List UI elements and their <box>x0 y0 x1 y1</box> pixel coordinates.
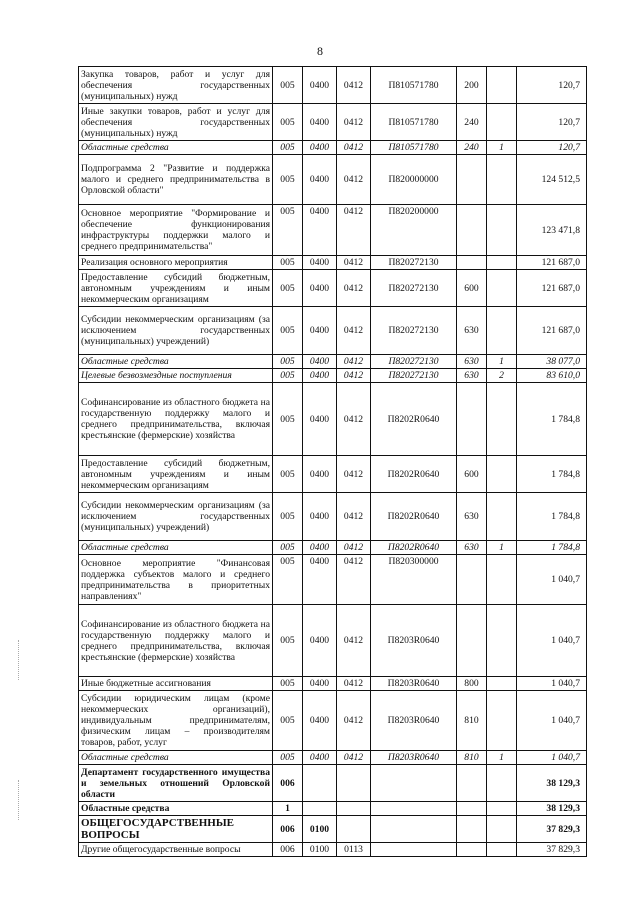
target-article: П820272130 <box>371 355 457 369</box>
target-article: П820272130 <box>371 256 457 270</box>
target-article: П8203R0640 <box>371 605 457 677</box>
row-sum: 121 687,0 <box>517 307 587 355</box>
section-code: 0400 <box>303 456 337 493</box>
section-code: 0400 <box>303 270 337 307</box>
ministry-code: 005 <box>273 104 303 141</box>
table-row <box>79 270 587 307</box>
funding-source <box>487 802 517 816</box>
section-code: 0400 <box>303 355 337 369</box>
subsection-code: 0412 <box>337 256 371 270</box>
row-sum: 124 512,5 <box>517 155 587 205</box>
row-name: Основное мероприятие "Формирование и обеспечение функционирования инфраструктуры поддержки малого и среднего предпринимательства" <box>79 205 273 256</box>
subsection-code: 0412 <box>337 383 371 456</box>
row-name: Иные бюджетные ассигнования <box>79 677 273 691</box>
subsection-code: 0412 <box>337 307 371 355</box>
target-article: П820272130 <box>371 270 457 307</box>
expense-type: 630 <box>457 493 487 541</box>
section-code: 0400 <box>303 256 337 270</box>
row-sum: 121 687,0 <box>517 270 587 307</box>
target-article: П8202R0640 <box>371 541 457 555</box>
subsection-code: 0113 <box>337 843 371 857</box>
funding-source <box>487 765 517 802</box>
ministry-code: 005 <box>273 751 303 765</box>
funding-source <box>487 270 517 307</box>
target-article: П8203R0640 <box>371 751 457 765</box>
row-sum: 1 784,8 <box>517 541 587 555</box>
subsection-code: 0412 <box>337 270 371 307</box>
table-row <box>79 141 587 155</box>
table-row <box>79 541 587 555</box>
target-article: П8203R0640 <box>371 691 457 751</box>
section-code: 0400 <box>303 605 337 677</box>
funding-source: 1 <box>487 541 517 555</box>
row-name: Субсидии юридическим лицам (кроме некоммерческих организаций), индивидуальным предпринимателям, физическим лицам – производителям товаров, работ, услуг <box>79 691 273 751</box>
expense-type <box>457 802 487 816</box>
ministry-code: 005 <box>273 141 303 155</box>
target-article: П820200000 <box>371 205 457 256</box>
expense-type <box>457 383 487 456</box>
row-name: Субсидии некоммерческим организациям (за исключением государственных (муниципальных) учреждений) <box>79 307 273 355</box>
table-row <box>79 691 587 751</box>
ministry-code: 006 <box>273 765 303 802</box>
section-code: 0400 <box>303 205 337 256</box>
section-code: 0400 <box>303 104 337 141</box>
row-name: Другие общегосударственные вопросы <box>79 843 273 857</box>
expense-type: 630 <box>457 355 487 369</box>
target-article: П810571780 <box>371 67 457 104</box>
subsection-code: 0412 <box>337 141 371 155</box>
subsection-code: 0412 <box>337 205 371 256</box>
ministry-code: 006 <box>273 816 303 843</box>
section-code: 0400 <box>303 67 337 104</box>
subsection-code: 0412 <box>337 456 371 493</box>
row-sum: 1 040,7 <box>517 555 587 605</box>
row-name: Департамент государственного имущества и земельных отношений Орловской области <box>79 765 273 802</box>
funding-source: 2 <box>487 369 517 383</box>
expense-type: 600 <box>457 456 487 493</box>
subsection-code: 0412 <box>337 493 371 541</box>
subsection-code: 0412 <box>337 677 371 691</box>
row-name: Иные закупки товаров, работ и услуг для обеспечения государственных (муниципальных) нужд <box>79 104 273 141</box>
funding-source <box>487 307 517 355</box>
expense-type: 240 <box>457 104 487 141</box>
funding-source <box>487 256 517 270</box>
expense-type <box>457 155 487 205</box>
row-name: Целевые безвозмездные поступления <box>79 369 273 383</box>
subsection-code: 0412 <box>337 605 371 677</box>
table-row <box>79 605 587 677</box>
ministry-code: 005 <box>273 493 303 541</box>
row-name: Предоставление субсидий бюджетным, автономным учреждениям и иным некоммерческим организациям <box>79 270 273 307</box>
section-code: 0400 <box>303 383 337 456</box>
table-row <box>79 355 587 369</box>
expense-type: 630 <box>457 541 487 555</box>
table-row <box>79 104 587 141</box>
ministry-code: 005 <box>273 383 303 456</box>
table-row <box>79 307 587 355</box>
table-row <box>79 369 587 383</box>
target-article <box>371 843 457 857</box>
row-name: Областные средства <box>79 751 273 765</box>
ministry-code: 005 <box>273 205 303 256</box>
row-sum: 38 129,3 <box>517 802 587 816</box>
expense-type: 810 <box>457 691 487 751</box>
row-name: Софинансирование из областного бюджета на государственную поддержку малого и среднего предпринимательства, включая крестьянские (фермерские) хозяйства <box>79 605 273 677</box>
table-row <box>79 802 587 816</box>
table-row <box>79 205 587 256</box>
expense-type <box>457 605 487 677</box>
left-margin-mark <box>18 640 20 680</box>
expense-type <box>457 843 487 857</box>
target-article <box>371 816 457 843</box>
row-name: Софинансирование из областного бюджета на государственную поддержку малого и среднего предпринимательства, включая крестьянские (фермерские) хозяйства <box>79 383 273 456</box>
target-article: П820300000 <box>371 555 457 605</box>
expense-type <box>457 555 487 605</box>
row-name: Субсидии некоммерческим организациям (за исключением государственных (муниципальных) учреждений) <box>79 493 273 541</box>
row-name: Областные средства <box>79 541 273 555</box>
target-article <box>371 765 457 802</box>
funding-source: 1 <box>487 355 517 369</box>
subsection-code: 0412 <box>337 369 371 383</box>
row-name: Областные средства <box>79 355 273 369</box>
funding-source <box>487 493 517 541</box>
section-code: 0400 <box>303 307 337 355</box>
table-row <box>79 67 587 104</box>
target-article: П8202R0640 <box>371 493 457 541</box>
funding-source <box>487 155 517 205</box>
funding-source <box>487 605 517 677</box>
row-sum: 120,7 <box>517 67 587 104</box>
row-sum: 1 040,7 <box>517 751 587 765</box>
row-name: Областные средства <box>79 141 273 155</box>
table-row <box>79 155 587 205</box>
ministry-code: 005 <box>273 155 303 205</box>
table-row <box>79 555 587 605</box>
funding-source <box>487 67 517 104</box>
funding-source <box>487 677 517 691</box>
ministry-code: 005 <box>273 369 303 383</box>
section-code: 0400 <box>303 155 337 205</box>
row-name: Подпрограмма 2 "Развитие и поддержка малого и среднего предпринимательства в Орловской области" <box>79 155 273 205</box>
ministry-code: 005 <box>273 307 303 355</box>
section-code: 0400 <box>303 541 337 555</box>
section-code: 0400 <box>303 493 337 541</box>
row-name: Предоставление субсидий бюджетным, автономным учреждениям и иным некоммерческим организациям <box>79 456 273 493</box>
section-code: 0400 <box>303 369 337 383</box>
ministry-code: 005 <box>273 456 303 493</box>
section-code: 0100 <box>303 816 337 843</box>
ministry-code: 006 <box>273 843 303 857</box>
target-article: П820272130 <box>371 369 457 383</box>
expense-type: 240 <box>457 141 487 155</box>
section-code: 0100 <box>303 843 337 857</box>
row-sum: 1 784,8 <box>517 383 587 456</box>
section-code: 0400 <box>303 751 337 765</box>
expense-type <box>457 256 487 270</box>
ministry-code: 005 <box>273 256 303 270</box>
table-row <box>79 765 587 802</box>
row-sum: 37 829,3 <box>517 816 587 843</box>
subsection-code <box>337 765 371 802</box>
ministry-code: 005 <box>273 555 303 605</box>
left-margin-mark <box>18 780 20 820</box>
target-article: П8202R0640 <box>371 456 457 493</box>
funding-source <box>487 205 517 256</box>
ministry-code: 005 <box>273 270 303 307</box>
expense-type <box>457 816 487 843</box>
target-article: П810571780 <box>371 104 457 141</box>
row-sum: 121 687,0 <box>517 256 587 270</box>
expense-type: 810 <box>457 751 487 765</box>
target-article: П8202R0640 <box>371 383 457 456</box>
expense-type <box>457 205 487 256</box>
section-code <box>303 765 337 802</box>
target-article: П820272130 <box>371 307 457 355</box>
row-sum: 1 784,8 <box>517 456 587 493</box>
row-sum: 1 784,8 <box>517 493 587 541</box>
target-article: П820000000 <box>371 155 457 205</box>
section-code: 0400 <box>303 141 337 155</box>
expense-type: 600 <box>457 270 487 307</box>
row-sum: 1 040,7 <box>517 691 587 751</box>
row-name: Закупка товаров, работ и услуг для обеспечения государственных (муниципальных) нужд <box>79 67 273 104</box>
budget-table <box>78 66 587 857</box>
subsection-code: 0412 <box>337 355 371 369</box>
row-sum: 1 040,7 <box>517 605 587 677</box>
row-sum: 123 471,8 <box>517 205 587 256</box>
row-sum: 38 129,3 <box>517 765 587 802</box>
ministry-code: 005 <box>273 605 303 677</box>
section-code: 0400 <box>303 555 337 605</box>
row-sum: 120,7 <box>517 141 587 155</box>
funding-source: 1 <box>487 751 517 765</box>
expense-type: 800 <box>457 677 487 691</box>
expense-type: 200 <box>457 67 487 104</box>
row-sum: 38 077,0 <box>517 355 587 369</box>
funding-source <box>487 843 517 857</box>
expense-type: 630 <box>457 369 487 383</box>
table-row <box>79 383 587 456</box>
ministry-code: 005 <box>273 677 303 691</box>
ministry-code: 005 <box>273 67 303 104</box>
table-row <box>79 493 587 541</box>
ministry-code: 005 <box>273 691 303 751</box>
ministry-code: 005 <box>273 355 303 369</box>
subsection-code: 0412 <box>337 104 371 141</box>
funding-source: 1 <box>487 141 517 155</box>
section-code: 0400 <box>303 691 337 751</box>
row-name: ОБЩЕГОСУДАРСТВЕННЫЕ ВОПРОСЫ <box>79 816 273 843</box>
table-row <box>79 751 587 765</box>
funding-source <box>487 104 517 141</box>
table-row <box>79 816 587 843</box>
row-sum: 120,7 <box>517 104 587 141</box>
funding-source <box>487 456 517 493</box>
funding-source <box>487 383 517 456</box>
subsection-code: 0412 <box>337 67 371 104</box>
expense-type: 630 <box>457 307 487 355</box>
section-code <box>303 802 337 816</box>
subsection-code: 0412 <box>337 555 371 605</box>
target-article: П810571780 <box>371 141 457 155</box>
subsection-code: 0412 <box>337 155 371 205</box>
target-article: П8203R0640 <box>371 677 457 691</box>
subsection-code: 0412 <box>337 751 371 765</box>
ministry-code: 1 <box>273 802 303 816</box>
ministry-code: 005 <box>273 541 303 555</box>
row-sum: 1 040,7 <box>517 677 587 691</box>
table-row <box>79 256 587 270</box>
table-row <box>79 456 587 493</box>
row-name: Областные средства <box>79 802 273 816</box>
funding-source <box>487 816 517 843</box>
row-sum: 83 610,0 <box>517 369 587 383</box>
row-name: Реализация основного мероприятия <box>79 256 273 270</box>
section-code: 0400 <box>303 677 337 691</box>
target-article <box>371 802 457 816</box>
table-row <box>79 843 587 857</box>
expense-type <box>457 765 487 802</box>
subsection-code <box>337 816 371 843</box>
funding-source <box>487 555 517 605</box>
subsection-code: 0412 <box>337 541 371 555</box>
page-number: 8 <box>317 44 323 58</box>
subsection-code <box>337 802 371 816</box>
subsection-code: 0412 <box>337 691 371 751</box>
table-body <box>79 67 587 857</box>
row-sum: 37 829,3 <box>517 843 587 857</box>
table-row <box>79 677 587 691</box>
row-name: Основное мероприятие "Финансовая поддержка субъектов малого и среднего предпринимательства в приоритетных направлениях" <box>79 555 273 605</box>
funding-source <box>487 691 517 751</box>
